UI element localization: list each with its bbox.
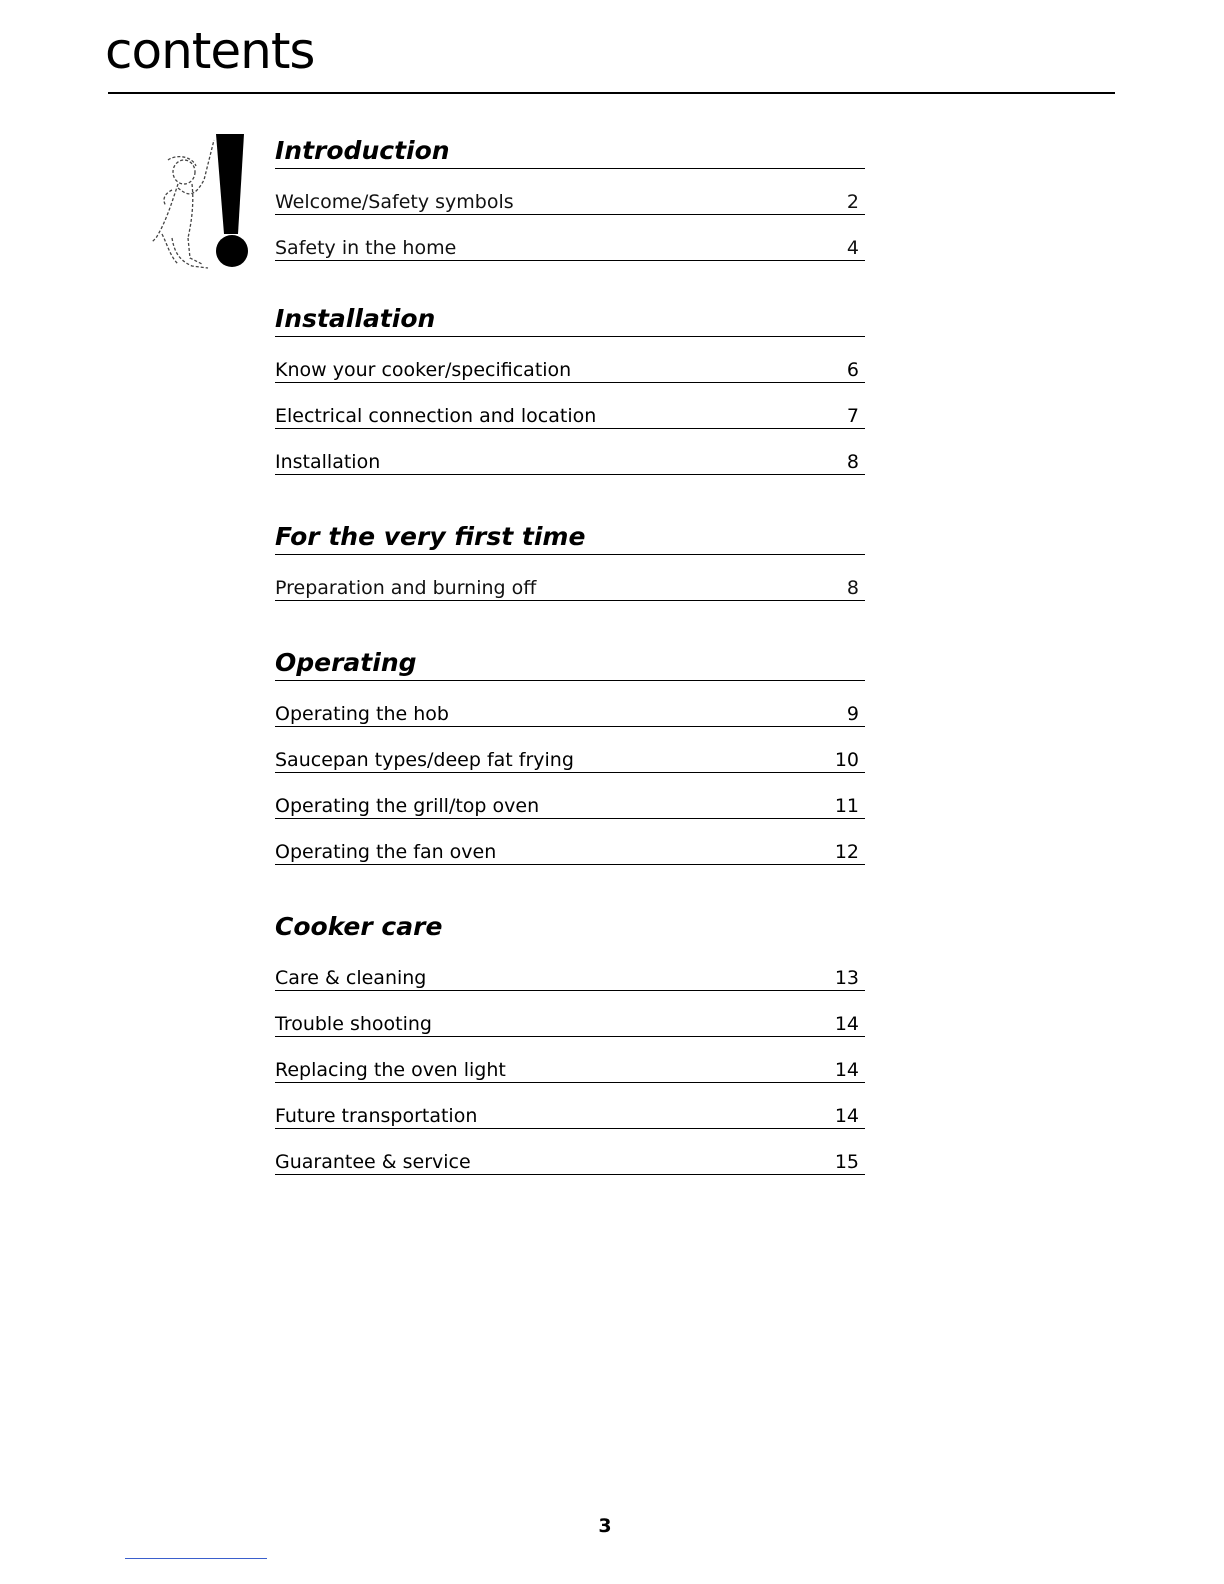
page-number: 3 [598, 1515, 612, 1537]
entry-page: 7 [846, 405, 859, 427]
section-operating [275, 647, 865, 865]
entry-page: 14 [834, 1013, 859, 1035]
entry-page: 8 [846, 451, 859, 473]
section-first-time [275, 521, 865, 601]
entry-label: Care & cleaning [275, 967, 427, 989]
entry-label: Saucepan types/deep fat frying [275, 749, 574, 771]
entry-label: Welcome/Safety symbols [275, 191, 514, 213]
section-installation [275, 303, 865, 475]
entry-page: 15 [834, 1151, 859, 1173]
toc-entry[interactable] [275, 681, 865, 727]
toc-entry[interactable] [275, 169, 865, 215]
title-rule [108, 92, 1115, 94]
warning-exclamation-figure-icon [148, 130, 252, 270]
entry-label: Operating the grill/top oven [275, 795, 540, 817]
section-heading: Introduction [275, 135, 865, 169]
entry-label: Future transportation [275, 1105, 478, 1127]
entry-label: Preparation and burning off [275, 577, 537, 599]
entry-page: 11 [834, 795, 859, 817]
section-heading: For the very first time [275, 521, 865, 555]
toc-entry[interactable] [275, 773, 865, 819]
section-heading: Installation [275, 303, 865, 337]
toc-entry[interactable] [275, 991, 865, 1037]
toc-entry[interactable] [275, 945, 865, 991]
toc-entry[interactable] [275, 1129, 865, 1175]
entry-page: 10 [834, 749, 859, 771]
entry-page: 12 [834, 841, 859, 863]
entry-page: 13 [834, 967, 859, 989]
toc-entry[interactable] [275, 215, 865, 261]
table-of-contents [275, 135, 865, 1175]
entry-page: 14 [834, 1105, 859, 1127]
entry-label: Replacing the oven light [275, 1059, 506, 1081]
entry-label: Operating the hob [275, 703, 449, 725]
entry-label: Trouble shooting [275, 1013, 432, 1035]
entry-page: 8 [846, 577, 859, 599]
section-heading: Cooker care [275, 912, 443, 941]
toc-entry[interactable] [275, 383, 865, 429]
toc-entry[interactable] [275, 727, 865, 773]
entry-page: 14 [834, 1059, 859, 1081]
page-title: contents [105, 22, 315, 80]
entry-page: 9 [846, 703, 859, 725]
entry-page: 4 [846, 237, 859, 259]
entry-label: Electrical connection and location [275, 405, 597, 427]
entry-page: 6 [846, 359, 859, 381]
entry-label: Operating the fan oven [275, 841, 497, 863]
entry-label: Know your cooker/specification [275, 359, 572, 381]
entry-label: Safety in the home [275, 237, 457, 259]
toc-entry[interactable] [275, 1037, 865, 1083]
toc-entry[interactable] [275, 1083, 865, 1129]
link-underline [125, 1558, 267, 1559]
entry-page: 2 [846, 191, 859, 213]
section-cooker-care [275, 911, 865, 1175]
toc-entry[interactable] [275, 429, 865, 475]
section-heading: Operating [275, 647, 865, 681]
toc-entry[interactable] [275, 555, 865, 601]
section-introduction [275, 135, 865, 261]
entry-label: Installation [275, 451, 381, 473]
entry-label: Guarantee & service [275, 1151, 471, 1173]
toc-entry[interactable] [275, 819, 865, 865]
toc-entry[interactable] [275, 337, 865, 383]
